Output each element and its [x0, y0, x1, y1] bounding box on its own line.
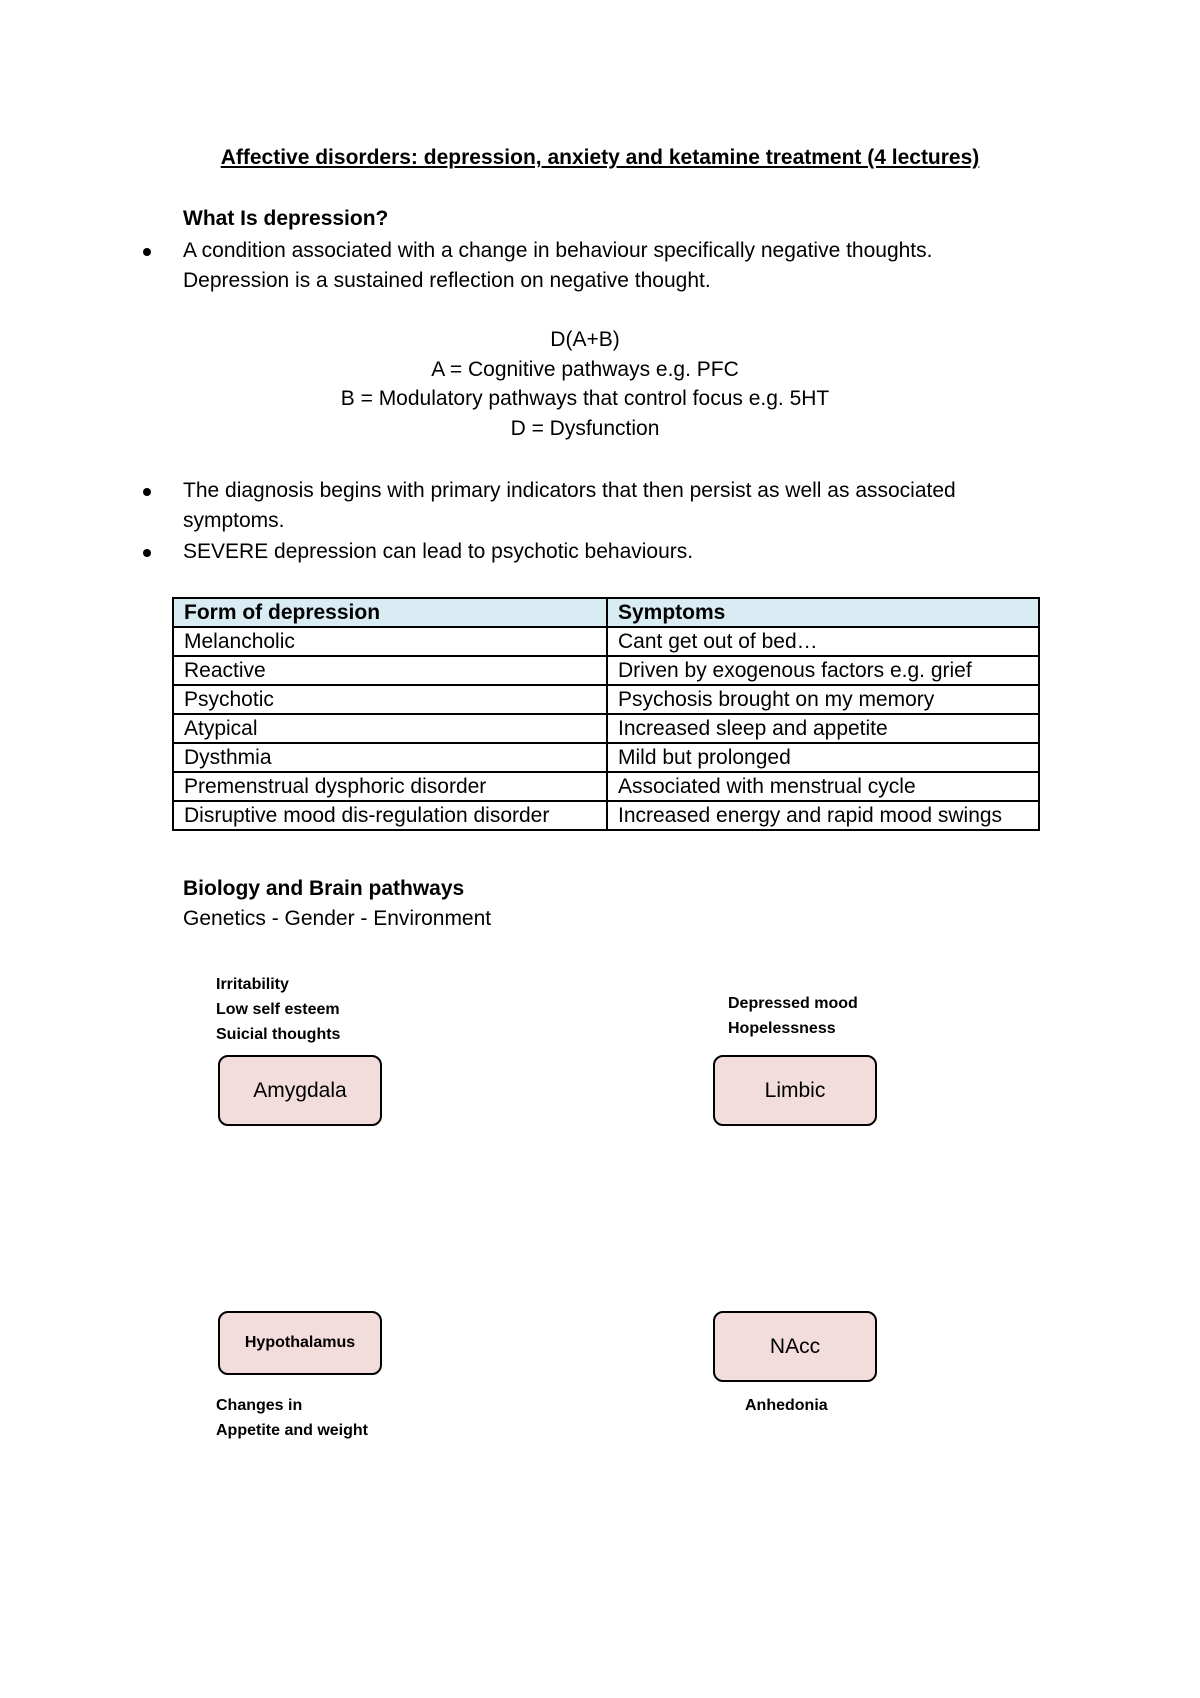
nacc-box: [713, 1311, 877, 1382]
section-heading-biology: Biology and Brain pathways: [183, 877, 465, 900]
table-cell: Cant get out of bed…: [607, 627, 1039, 656]
section-heading-what-is-depression: What Is depression?: [183, 207, 389, 230]
bullet-icon: [143, 488, 151, 496]
note-line: Suicial thoughts: [216, 1026, 341, 1043]
table-cell: Associated with menstrual cycle: [607, 772, 1039, 801]
table-row: [173, 772, 1039, 801]
formula-line: A = Cognitive pathways e.g. PFC: [431, 357, 739, 381]
limbic-box: [713, 1055, 877, 1126]
hypothalamus-label: Hypothalamus: [244, 1334, 356, 1351]
bullet-text-line: The diagnosis begins with primary indicators that then persist as well as associated: [183, 479, 956, 502]
table-cell: Reactive: [173, 656, 607, 685]
note-line: Hopelessness: [728, 1020, 836, 1037]
bullet-icon: [143, 248, 151, 256]
table-row: [173, 801, 1039, 830]
table-row: [173, 627, 1039, 656]
amygdala-box: [218, 1055, 382, 1126]
bullet-text-line: A condition associated with a change in behaviour specifically negative thoughts.: [183, 239, 933, 262]
formula-line: B = Modulatory pathways that control focus e.g. 5HT: [340, 387, 830, 410]
table-row: [173, 656, 1039, 685]
table-row: [173, 714, 1039, 743]
depression-forms-table: [172, 597, 1040, 831]
bullet-text-line: Depression is a sustained reflection on negative thought.: [183, 269, 711, 292]
table-header-row: [173, 598, 1039, 627]
amygdala-label: Amygdala: [253, 1078, 347, 1102]
formula-line: D(A+B): [550, 328, 620, 351]
table-row: [173, 685, 1039, 714]
table-row: [173, 743, 1039, 772]
limbic-notes: [728, 991, 858, 1041]
table-cell: Melancholic: [173, 627, 607, 656]
table-cell: Dysthmia: [173, 743, 607, 772]
note-line: Appetite and weight: [216, 1422, 368, 1439]
document-title: Affective disorders: depression, anxiety and ketamine treatment (4 lectures): [220, 146, 980, 169]
limbic-label: Limbic: [764, 1078, 826, 1102]
hypothalamus-box: [218, 1311, 382, 1375]
table-cell: Driven by exogenous factors e.g. grief: [607, 656, 1039, 685]
bullet-text-line: SEVERE depression can lead to psychotic behaviours.: [183, 540, 694, 563]
formula-block: [0, 325, 1170, 443]
table-cell: Premenstrual dysphoric disorder: [173, 772, 607, 801]
table-cell: Atypical: [173, 714, 607, 743]
nacc-notes: [745, 1393, 828, 1418]
note-line: Low self esteem: [216, 1001, 340, 1018]
table-cell: Psychosis brought on my memory: [607, 685, 1039, 714]
table-header-cell: Form of depression: [173, 598, 607, 627]
table-cell: Increased sleep and appetite: [607, 714, 1039, 743]
nacc-label: NAcc: [769, 1334, 821, 1358]
table-header-cell: Symptoms: [607, 598, 1039, 627]
section-subtitle: Genetics - Gender - Environment: [183, 907, 492, 930]
table-cell: Increased energy and rapid mood swings: [607, 801, 1039, 830]
note-line: Depressed mood: [728, 995, 858, 1012]
note-line: Irritability: [216, 976, 289, 993]
table-cell: Disruptive mood dis-regulation disorder: [173, 801, 607, 830]
bullet-text-line: symptoms.: [183, 509, 285, 532]
formula-line: D = Dysfunction: [510, 416, 660, 440]
table-cell: Psychotic: [173, 685, 607, 714]
amygdala-notes: [216, 972, 340, 1047]
hypothalamus-notes: [216, 1393, 368, 1443]
bullet-icon: [143, 549, 151, 557]
table-cell: Mild but prolonged: [607, 743, 1039, 772]
note-line: Changes in: [216, 1397, 303, 1414]
note-line: Anhedonia: [745, 1397, 828, 1414]
